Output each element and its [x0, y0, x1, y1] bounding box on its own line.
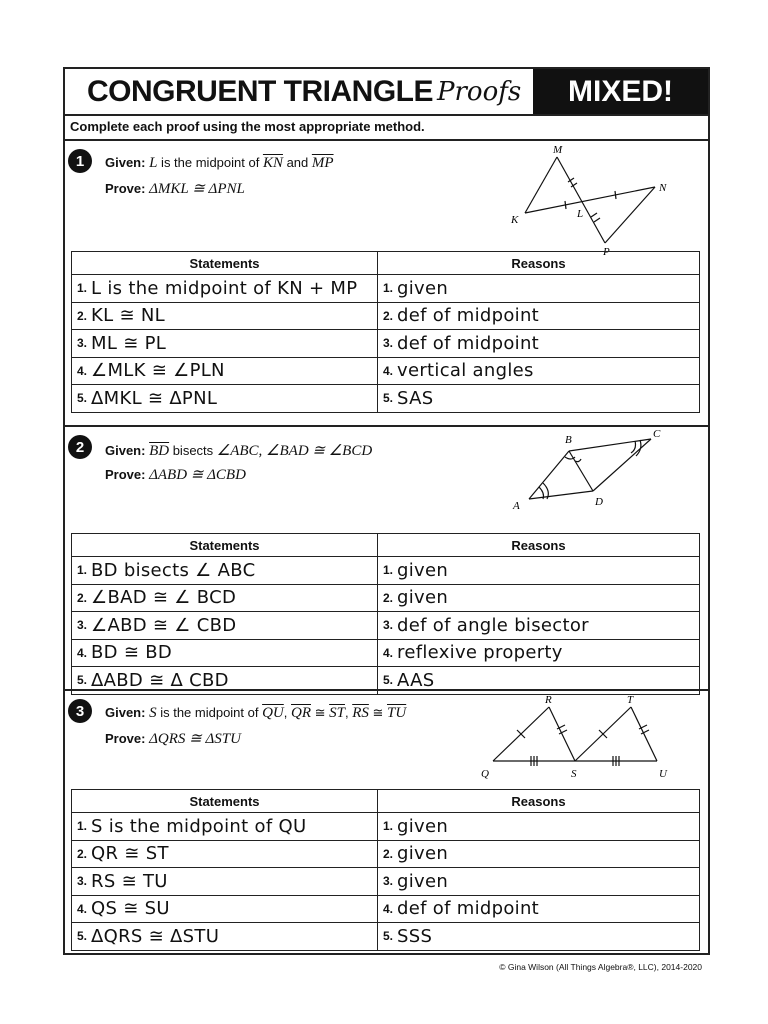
- given-label: Given:: [105, 705, 146, 720]
- row-number: 2.: [77, 308, 88, 323]
- problem-1: [65, 141, 708, 425]
- statement-cell: [72, 868, 378, 896]
- row-number: 3.: [77, 618, 88, 633]
- mixed-badge: MIXED!: [533, 69, 708, 114]
- reason-text: vertical angles: [397, 360, 534, 382]
- row-number: 3.: [383, 336, 394, 351]
- row-number: 5.: [77, 673, 88, 688]
- given-label: Given:: [105, 155, 146, 170]
- statement-text: KL ≅ NL: [91, 305, 165, 327]
- prove-label: Prove:: [105, 731, 146, 746]
- reason-text: given: [397, 277, 449, 299]
- given-part: ,: [344, 705, 353, 720]
- row-number: 1.: [383, 819, 394, 834]
- title-script: Proofs: [437, 77, 522, 107]
- reason-text: def of angle bisector: [397, 614, 589, 636]
- row-number: 1.: [77, 563, 88, 578]
- reason-cell: [378, 895, 700, 923]
- table-row: [72, 868, 700, 896]
- worksheet: [63, 67, 710, 955]
- row-number: 3.: [77, 874, 88, 889]
- prove-statement: [105, 179, 245, 198]
- given-part: $\overline{TU}$: [387, 705, 407, 721]
- table-row: [72, 840, 700, 868]
- reason-text: def of midpoint: [397, 898, 540, 920]
- proof-table: [71, 533, 700, 695]
- reason-text: AAS: [397, 669, 435, 691]
- statements-header: Statements: [72, 252, 378, 275]
- table-row: [72, 330, 700, 358]
- statement-cell: [72, 639, 378, 667]
- prove-text: ΔMKL ≅ ΔPNL: [149, 181, 245, 197]
- reason-cell: [378, 330, 700, 358]
- header: [65, 69, 708, 116]
- proof-table: [71, 251, 700, 413]
- reason-text: def of midpoint: [397, 305, 540, 327]
- statement-text: ML ≅ PL: [91, 332, 167, 354]
- row-number: 5.: [383, 673, 394, 688]
- given-part: $\overline{RS}$: [352, 705, 369, 721]
- point-label-s: S: [571, 768, 577, 780]
- statement-cell: [72, 612, 378, 640]
- row-number: 4.: [77, 901, 88, 916]
- statement-text: ∠MLK ≅ ∠PLN: [91, 360, 225, 382]
- point-label-m: M: [553, 145, 563, 156]
- given-statement: [105, 705, 406, 722]
- point-label-a: A: [513, 500, 520, 512]
- table-row: [72, 584, 700, 612]
- prove-statement: [105, 465, 246, 484]
- point-label-q: Q: [481, 768, 489, 780]
- point-label-r: R: [545, 695, 552, 706]
- reason-cell: [378, 357, 700, 385]
- table-row: [72, 357, 700, 385]
- table-row: [72, 923, 700, 951]
- point-label-t: T: [627, 695, 634, 706]
- title-text: CONGRUENT TRIANGLE: [87, 75, 433, 108]
- point-label-l: L: [577, 208, 584, 220]
- given-part: and: [282, 155, 312, 170]
- given-statement: [105, 441, 372, 460]
- given-part: $\overline{KN}$: [262, 155, 283, 171]
- reason-cell: [378, 302, 700, 330]
- proof-table: [71, 789, 700, 951]
- given-part: bisects: [169, 443, 217, 458]
- statement-cell: [72, 302, 378, 330]
- point-label-p: P: [603, 246, 610, 255]
- point-label-d: D: [595, 496, 603, 508]
- given-part: ,: [283, 705, 291, 720]
- row-number: 3.: [383, 874, 394, 889]
- statement-text: ∠ABD ≅ ∠ CBD: [91, 614, 237, 636]
- reason-cell: [378, 639, 700, 667]
- given-part: S: [149, 705, 157, 721]
- given-part: ≅: [311, 705, 330, 720]
- table-row: [72, 612, 700, 640]
- prove-text: ΔQRS ≅ ΔSTU: [149, 731, 241, 747]
- diagram-3: [473, 695, 693, 787]
- row-number: 1.: [383, 563, 394, 578]
- statement-cell: [72, 923, 378, 951]
- statement-cell: [72, 275, 378, 303]
- point-label-c: C: [653, 428, 661, 440]
- point-label-k: K: [511, 214, 519, 226]
- row-number: 5.: [383, 929, 394, 944]
- row-number: 4.: [383, 901, 394, 916]
- statement-cell: [72, 813, 378, 841]
- given-part: is the midpoint of: [156, 705, 263, 720]
- problem-number: 3: [68, 699, 92, 723]
- statement-cell: [72, 557, 378, 585]
- reason-text: SAS: [397, 387, 434, 409]
- table-row: [72, 813, 700, 841]
- reason-cell: [378, 385, 700, 413]
- statement-text: ΔMKL ≅ ΔPNL: [91, 387, 218, 409]
- given-part: $\overline{MP}$: [311, 155, 334, 171]
- problem-number: 1: [68, 149, 92, 173]
- statements-header: Statements: [72, 534, 378, 557]
- table-row: [72, 639, 700, 667]
- statement-cell: [72, 895, 378, 923]
- statement-text: S is the midpoint of QU: [91, 815, 307, 837]
- table-row: [72, 895, 700, 923]
- statement-text: BD ≅ BD: [91, 642, 173, 664]
- statement-cell: [72, 357, 378, 385]
- given-statement: [105, 155, 334, 172]
- statement-cell: [72, 385, 378, 413]
- point-label-b: B: [565, 434, 572, 446]
- prove-text: ΔABD ≅ ΔCBD: [149, 467, 246, 483]
- row-number: 4.: [383, 363, 394, 378]
- problem-number: 2: [68, 435, 92, 459]
- statement-text: L is the midpoint of KN + MP: [91, 277, 358, 299]
- row-number: 5.: [77, 929, 88, 944]
- statement-text: BD bisects ∠ ABC: [91, 559, 256, 581]
- given-part: $\overline{QU}$: [262, 705, 284, 721]
- instructions: Complete each proof using the most appropriate method.: [70, 119, 425, 134]
- row-number: 2.: [77, 846, 88, 861]
- row-number: 3.: [383, 618, 394, 633]
- row-number: 2.: [383, 846, 394, 861]
- copyright-notice: © Gina Wilson (All Things Algebra®, LLC), 2014-2020: [499, 962, 702, 972]
- prove-label: Prove:: [105, 467, 146, 482]
- given-part: ∠ABC, ∠BAD ≅ ∠BCD: [216, 443, 373, 459]
- row-number: 4.: [383, 645, 394, 660]
- reason-text: given: [397, 843, 449, 865]
- reasons-header: Reasons: [378, 790, 700, 813]
- reason-text: reflexive property: [397, 642, 563, 664]
- problem-3: [65, 691, 708, 955]
- reason-cell: [378, 923, 700, 951]
- given-label: Given:: [105, 443, 146, 458]
- reason-cell: [378, 557, 700, 585]
- prove-label: Prove:: [105, 181, 146, 196]
- given-part: ≅: [368, 705, 387, 720]
- statement-text: ΔABD ≅ Δ CBD: [91, 669, 229, 691]
- problem-2: [65, 427, 708, 691]
- table-row: [72, 302, 700, 330]
- given-part: $\overline{QR}$: [291, 705, 311, 721]
- reason-cell: [378, 584, 700, 612]
- table-row: [72, 385, 700, 413]
- reason-text: SSS: [397, 925, 433, 947]
- reason-text: given: [397, 587, 449, 609]
- table-row: [72, 275, 700, 303]
- row-number: 3.: [77, 336, 88, 351]
- given-part: $\overline{ST}$: [329, 705, 345, 721]
- statement-cell: [72, 840, 378, 868]
- reason-cell: [378, 840, 700, 868]
- given-part: is the midpoint of: [157, 155, 263, 170]
- reason-cell: [378, 275, 700, 303]
- statement-text: RS ≅ TU: [91, 870, 168, 892]
- statement-text: ∠BAD ≅ ∠ BCD: [91, 587, 237, 609]
- row-number: 5.: [383, 391, 394, 406]
- statement-cell: [72, 330, 378, 358]
- given-part: $\overline{BD}$: [149, 443, 170, 459]
- reasons-header: Reasons: [378, 534, 700, 557]
- row-number: 1.: [77, 281, 88, 296]
- diagram-2: [505, 427, 685, 517]
- reason-cell: [378, 813, 700, 841]
- statement-cell: [72, 584, 378, 612]
- statement-text: QS ≅ SU: [91, 898, 170, 920]
- row-number: 5.: [77, 391, 88, 406]
- statement-text: ΔQRS ≅ ΔSTU: [91, 925, 220, 947]
- row-number: 2.: [77, 590, 88, 605]
- statement-text: QR ≅ ST: [91, 843, 169, 865]
- reason-text: given: [397, 559, 449, 581]
- given-part: L: [149, 155, 158, 171]
- reason-cell: [378, 868, 700, 896]
- reason-text: given: [397, 815, 449, 837]
- row-number: 2.: [383, 590, 394, 605]
- row-number: 1.: [383, 281, 394, 296]
- table-row: [72, 557, 700, 585]
- reason-text: given: [397, 870, 449, 892]
- diagram-1: [505, 145, 685, 255]
- reason-text: def of midpoint: [397, 332, 540, 354]
- reason-cell: [378, 612, 700, 640]
- row-number: 1.: [77, 819, 88, 834]
- reasons-header: Reasons: [378, 252, 700, 275]
- point-label-u: U: [659, 768, 667, 780]
- statements-header: Statements: [72, 790, 378, 813]
- worksheet-title: [87, 75, 433, 109]
- row-number: 2.: [383, 308, 394, 323]
- row-number: 4.: [77, 645, 88, 660]
- point-label-n: N: [659, 182, 667, 194]
- row-number: 4.: [77, 363, 88, 378]
- prove-statement: [105, 729, 241, 748]
